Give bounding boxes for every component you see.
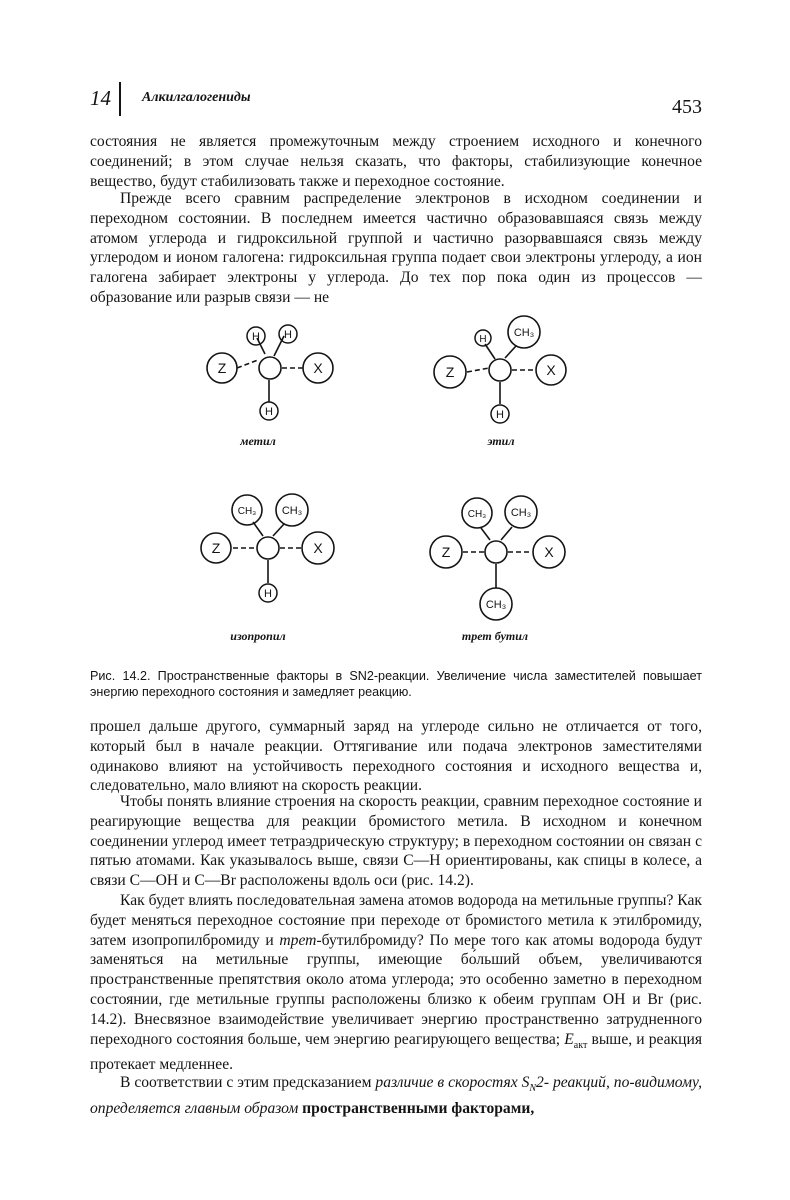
diagram-label-ethyl: этил	[487, 434, 515, 448]
text-run: В соответствии с этим предсказанием	[120, 1074, 376, 1091]
italic-emphasis: различие в скоростях S	[375, 1074, 530, 1091]
x-label: X	[546, 362, 556, 378]
text-run: Как будет влиять последовательная замена атомов водорода на метильные группы? Как будет меняться переходное состояние при переходе от бромистого метила к этилбромиду, затем изопропилбромиду и	[90, 892, 702, 949]
italic-emphasis: 2- реакций, по-видимому, определяется главным образом	[90, 1074, 702, 1117]
page-number-left: 14	[90, 86, 111, 110]
ch3-label: CH₃	[237, 506, 257, 517]
h-label: H	[496, 409, 504, 421]
page-number-right: 453	[672, 96, 702, 118]
paragraph-1: состояния не является промежуточным между строением исходного и конечного соединений; в этом случае нельзя сказать, что факторы, стабилизующие конечное вещество, будут стабилизовать также и переходное состояние.	[90, 133, 702, 190]
sn-subscript: N	[529, 1083, 537, 1095]
diagram-label-tert-butyl: трет бутил	[461, 629, 529, 643]
header-divider	[119, 82, 121, 116]
h-label: H	[265, 406, 273, 418]
diagram-methyl	[207, 325, 333, 420]
page-header	[90, 82, 702, 122]
figure-14-2	[170, 310, 620, 650]
italic-term: трет	[279, 931, 317, 949]
figure-caption: Рис. 14.2. Пространственные факторы в SN2-реакции. Увеличение числа заместителей повышает энергию переходного состояния и замедляет реакцию.	[90, 669, 702, 699]
z-label: Z	[441, 544, 451, 560]
diagram-ethyl	[434, 316, 566, 423]
paragraph-5	[90, 891, 702, 1075]
steric-factors-diagram	[170, 310, 620, 650]
diagram-isopropyl	[201, 494, 334, 602]
bold-emphasis: пространственными факторами,	[298, 1099, 535, 1117]
h-label: H	[264, 588, 272, 600]
paragraph-6	[90, 1073, 702, 1119]
ch3-label: CH₃	[510, 507, 532, 519]
ch3-label: CH₃	[485, 599, 507, 611]
ch3-label: CH₃	[513, 327, 535, 339]
activation-energy-symbol: E	[564, 1030, 574, 1048]
diagram-label-methyl: метил	[240, 434, 276, 448]
diagram-tert-butyl	[430, 496, 565, 620]
z-label: Z	[445, 364, 455, 380]
ch3-label: CH₃	[281, 505, 303, 517]
paragraph-2: Прежде всего сравним распределение электронов в исходном соединении и переходном состоянии. В последнем имеется частично образовавшаяся связь между атомом углерода и гидроксильной группой и частично разорвавшаяся связь между углеродом и ионом галогена: гидроксильная группа подает свои электроны углероду, а ион галогена забирает электроны у углерода. До тех пор пока один из процессов — образование или разрыв связи — не	[90, 190, 702, 306]
chapter-title: Алкилгалогениды	[142, 90, 251, 105]
diagram-label-isopropyl: изопропил	[230, 629, 286, 643]
text-run: выше, и реакция протекает медленнее.	[90, 1030, 702, 1074]
z-label: Z	[217, 360, 227, 376]
activation-energy-subscript: акт	[573, 1039, 588, 1051]
z-label: Z	[211, 540, 221, 556]
ch3-label: CH₃	[467, 509, 487, 520]
h-label: H	[252, 331, 260, 343]
paragraph-3: прошел дальше другого, суммарный заряд на углероде сильно не отличается от того, который был в начале реакции. Оттягивание или подача электронов заместителями одинаково влияют на устойчивость переходного состояния и исходного вещества и, следовательно, мало влияют на скорость реакции.	[90, 718, 702, 795]
x-label: X	[313, 360, 323, 376]
text-run: -бутилбромиду? По мере того как атомы водорода будут заменяться на метильные группы, имеющие бо́льший объем, увеличиваются пространственные препятствия около атома углерода; это особенно заметно в переходном состоянии, где метильные группы расположены близко к обеим группам ОН и Br (рис. 14.2). Внесвязное взаимодействие увеличивает энергию пространственно затрудненного переходного состояния больше, чем энергию реагирующего вещества;	[90, 931, 702, 1048]
h-label: H	[284, 329, 292, 341]
x-label: X	[544, 544, 554, 560]
paragraph-4: Чтобы понять влияние строения на скорость реакции, сравним переходное состояние и реагирующие вещества для реакции бромистого метила. В исходном и конечном соединении углерод имеет тетраэдрическую структуру; в переходном состоянии он связан с пятью атомами. Как указывалось выше, связи С—Н ориентированы, как спицы в колесе, а связи С—ОН и С—Br расположены вдоль оси (рис. 14.2).	[90, 793, 702, 890]
x-label: X	[313, 540, 323, 556]
h-label: H	[479, 334, 487, 345]
